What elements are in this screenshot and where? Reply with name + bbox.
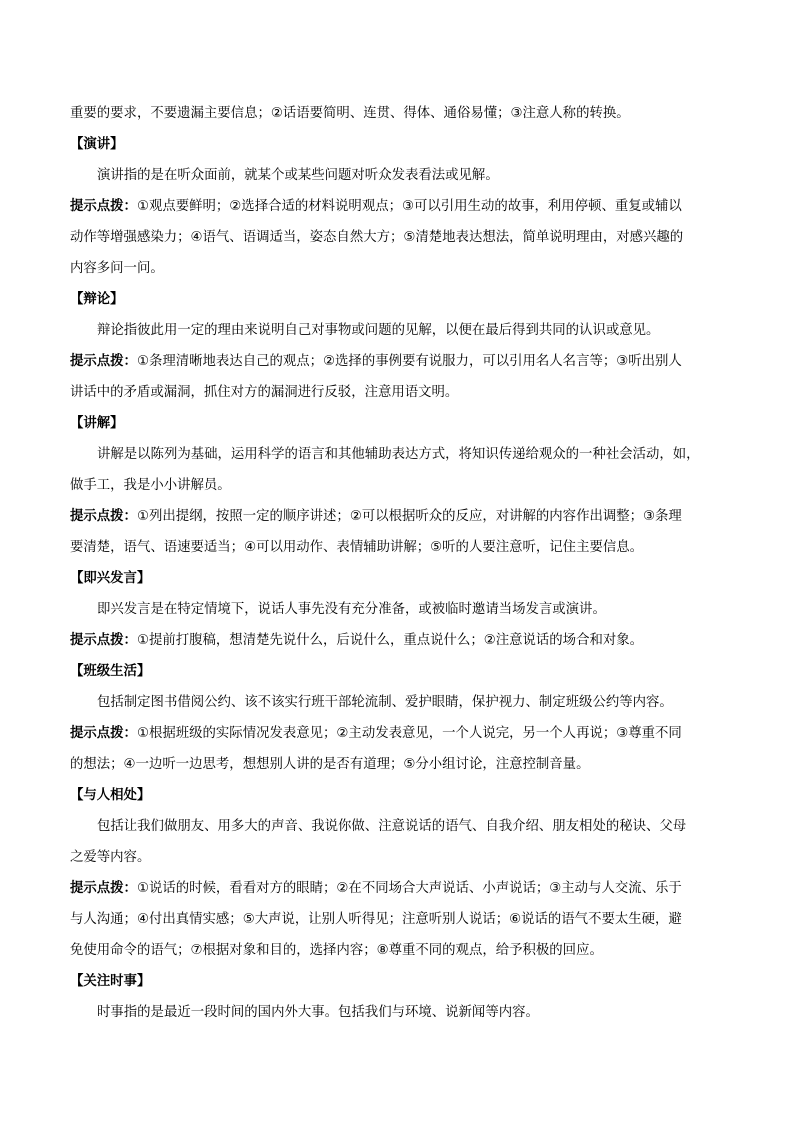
section-heading: 【演讲】 [70,137,124,152]
tip-line [70,346,724,377]
paragraph-line: 即兴发言是在特定情境下，说话人事先没有充分准备，或被临时邀请当场发言或演讲。 [97,602,606,617]
paragraph-line: 演讲指的是在听众面前，就某个或某些问题对听众发表看法或见解。 [97,168,499,183]
section-heading: 【辩论】 [70,292,124,307]
tip-text: ①提前打腹稿，想清楚先说什么，后说什么，重点说什么；②注意说话的场合和对象。 [136,633,644,648]
section-heading: 【关注时事】 [70,974,151,989]
section-heading: 【班级生活】 [70,664,151,679]
paragraph-line: 免使用命令的语气；⑦根据对象和目的，选择内容；⑧尊重不同的观点，给予积极的回应。 [70,943,603,958]
paragraph-line: 讲解是以陈列为基础，运用科学的语言和其他辅助表达方式，将知识传递给观众的一种社会活动，如， [97,447,700,462]
tip-text: ①观点要鲜明；②选择合适的材料说明观点；③可以引用生动的故事，利用停顿、重复或辅以 [136,199,682,214]
paragraph-line: 辩论指彼此用一定的理由来说明自己对事物或问题的见解，以便在最后得到共同的认识或意见。 [97,323,660,338]
tip-line [70,191,724,222]
tip-line [70,625,724,656]
paragraph-line: 做手工，我是小小讲解员。 [70,478,231,493]
tip-label: 提示点拨： [70,199,137,214]
tip-label: 提示点拨： [70,354,137,369]
tip-label: 提示点拨： [70,633,137,648]
paragraph-line: 内容多问一问。 [70,261,164,276]
tip-text: ①说话的时候，看看对方的眼睛；②在不同场合大声说话、小声说话；③主动与人交流、乐于 [136,881,682,896]
section-heading: 【与人相处】 [70,788,151,803]
document-page [70,98,724,1028]
tip-label: 提示点拨： [70,509,137,524]
paragraph-line: 时事指的是最近一段时间的国内外大事。包括我们与环境、说新闻等内容。 [97,1005,539,1020]
paragraph-line: 讲话中的矛盾或漏洞，抓住对方的漏洞进行反驳，注意用语文明。 [70,385,459,400]
paragraph-line: 与人沟通；④付出真情实感；⑤大声说，让别人听得见；注意听别人说话；⑥说话的语气不要太生硬，避 [70,912,682,927]
paragraph-line: 重要的要求，不要遗漏主要信息；②话语要简明、连贯、得体、通俗易懂；③注意人称的转换。 [70,106,630,121]
tip-label: 提示点拨： [70,881,137,896]
tip-text: ①根据班级的实际情况发表意见；②主动发表意见，一个人说完，另一个人再说；③尊重不同 [136,726,682,741]
tip-line [70,873,724,904]
section-heading: 【即兴发言】 [70,571,151,586]
paragraph-line: 包括让我们做朋友、用多大的声音、我说你做、注意说话的语气、自我介绍、朋友相处的秘诀、父母 [97,819,687,834]
tip-line [70,501,724,532]
tip-line [70,718,724,749]
paragraph-line: 的想法；④一边听一边思考，想想别人讲的是否有道理；⑤分小组讨论，注意控制音量。 [70,757,590,772]
paragraph-line: 包括制定图书借阅公约、该不该实行班干部轮流制、爱护眼睛，保护视力、制定班级公约等内容。 [97,695,673,710]
paragraph-line: 要清楚，语气、语速要适当；④可以用动作、表情辅助讲解；⑤听的人要注意听，记住主要信息。 [70,540,644,555]
tip-text: ①列出提纲，按照一定的顺序讲述；②可以根据听众的反应，对讲解的内容作出调整；③条理 [136,509,682,524]
paragraph-line: 动作等增强感染力；④语气、语调适当，姿态自然大方；⑤清楚地表达想法，简单说明理由，对感兴趣的 [70,230,684,245]
paragraph-line: 之爱等内容。 [70,850,151,865]
tip-text: ①条理清晰地表达自己的观点；②选择的事例要有说服力，可以引用名人名言等；③听出别人 [136,354,682,369]
section-heading: 【讲解】 [70,416,124,431]
tip-label: 提示点拨： [70,726,137,741]
